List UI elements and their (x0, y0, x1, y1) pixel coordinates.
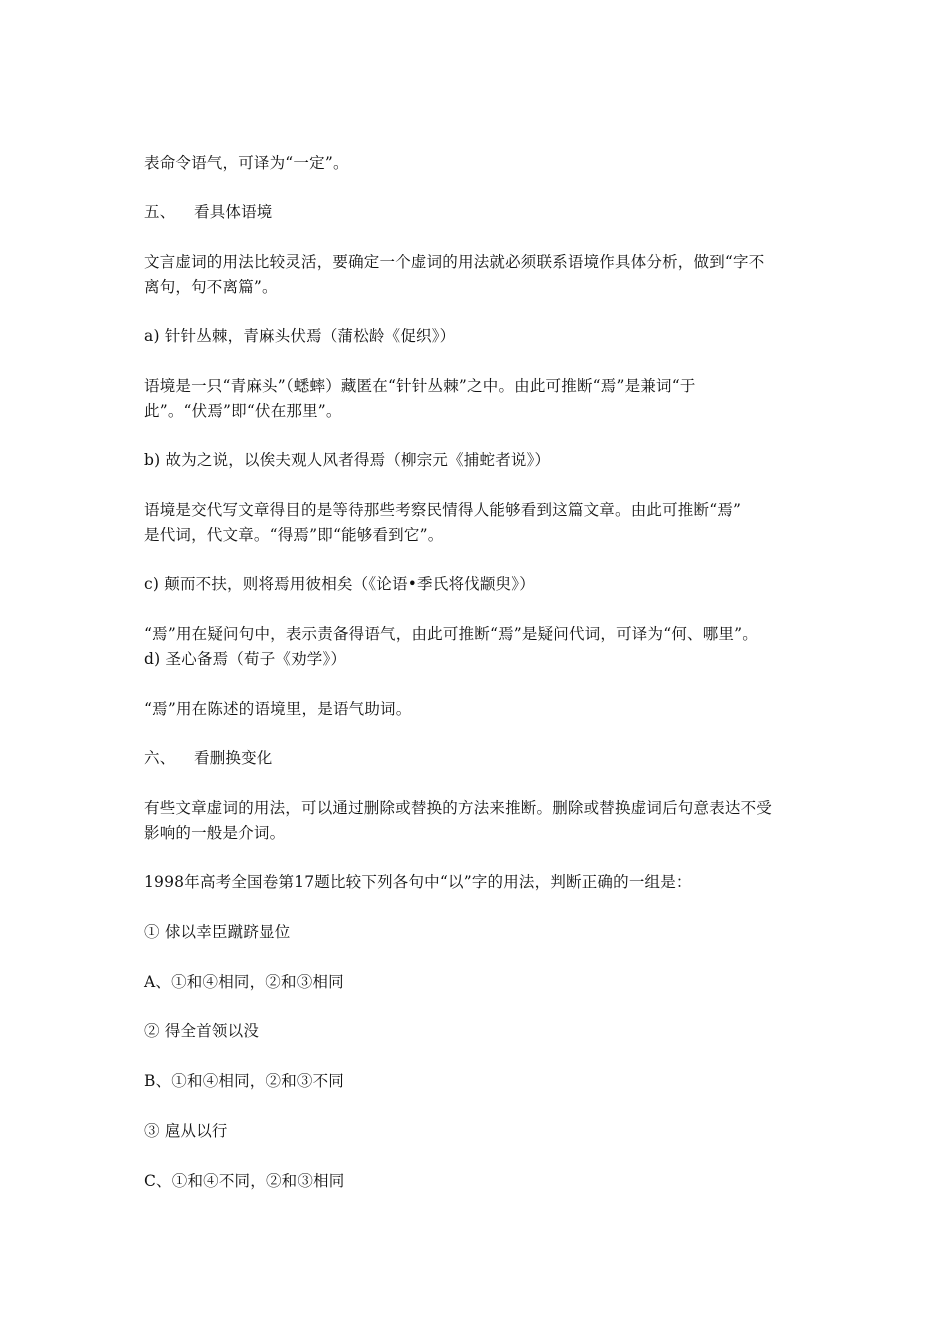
section-heading-6 (144, 746, 273, 770)
section-title: 看删换变化 (194, 749, 273, 767)
sentence-item: ① 俅以幸臣蹴跻显位 (144, 923, 291, 941)
sentence-item: ② 得全首领以没 (144, 1022, 260, 1040)
example-line: d) 圣心备焉（荀子《劝学》） (144, 650, 347, 668)
section-title: 看具体语境 (194, 203, 273, 221)
example-line: c) 颠而不扶，则将焉用彼相矣（《论语•季氏将伐颛臾》） (144, 575, 535, 593)
paragraph-line: 影响的一般是介词。 (144, 824, 286, 842)
section-heading-5 (144, 200, 273, 224)
paragraph-line: “焉”用在疑问句中，表示责备得语气，由此可推断“焉”是疑问代词，可译为“何、哪里”。 (144, 625, 758, 643)
paragraph-line: 有些文章虚词的用法，可以通过删除或替换的方法来推断。删除或替换虚词后句意表达不受 (144, 799, 773, 817)
example-line: b) 故为之说，以俟夫观人风者得焉（柳宗元《捕蛇者说》） (144, 451, 551, 469)
paragraph-line: 语境是交代写文章得目的是等待那些考察民情得人能够看到这篇文章。由此可推断“焉” (144, 501, 742, 519)
paragraph-line: 是代词，代文章。“得焉”即“能够看到它”。 (144, 526, 444, 544)
section-number: 五、 (144, 203, 176, 221)
option-item: B、①和④相同，②和③不同 (144, 1072, 344, 1090)
paragraph-line: 文言虚词的用法比较灵活，要确定一个虚词的用法就必须联系语境作具体分析，做到“字不 (144, 253, 765, 271)
paragraph-line: “焉”用在陈述的语境里，是语气助词。 (144, 700, 412, 718)
sentence-item: ③ 扈从以行 (144, 1122, 228, 1140)
example-line: a) 针针丛棘，青麻头伏焉（蒲松龄《促织》） (144, 327, 456, 345)
question-line: 1998年高考全国卷第17题比较下列各句中“以”字的用法，判断正确的一组是： (144, 873, 692, 891)
paragraph-line: 此”。“伏焉”即“伏在那里”。 (144, 402, 342, 420)
paragraph-line: 表命令语气，可译为“一定”。 (144, 154, 349, 172)
paragraph-line: 语境是一只“青麻头”（蟋蟀）藏匿在“针针丛棘”之中。由此可推断“焉”是兼词“于 (144, 377, 696, 395)
option-item: A、①和④相同，②和③相同 (144, 973, 344, 991)
paragraph-line: 离句，句不离篇”。 (144, 278, 278, 296)
section-number: 六、 (144, 749, 176, 767)
option-item: C、①和④不同，②和③相同 (144, 1172, 345, 1190)
